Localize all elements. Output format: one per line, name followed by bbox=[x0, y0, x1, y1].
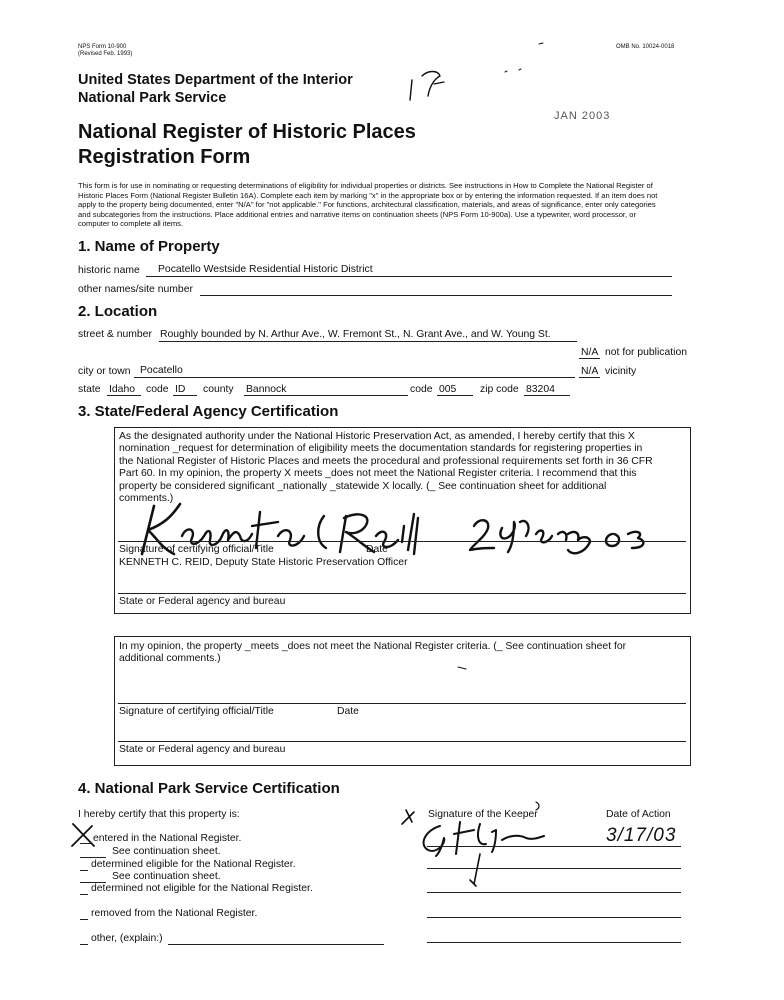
city-label: city or town bbox=[78, 366, 131, 377]
keeper-line-2[interactable] bbox=[427, 868, 681, 869]
city-value[interactable]: Pocatello bbox=[140, 365, 183, 376]
state-label: state bbox=[78, 384, 101, 395]
form-subtitle: Registration Form bbox=[78, 146, 251, 168]
signature-line-2[interactable] bbox=[118, 703, 686, 704]
official-name: KENNETH C. REID, Deputy State Historic Preservation Officer bbox=[119, 557, 408, 568]
opinion-line: In my opinion, the property _meets _does not meet the National Register criteria. (_ See continuation sheet for bbox=[119, 641, 627, 652]
vicinity-label: vicinity bbox=[605, 366, 637, 377]
zip-label: zip code bbox=[480, 384, 519, 395]
removed-label: removed from the National Register. bbox=[91, 908, 258, 919]
signature-line[interactable] bbox=[118, 541, 686, 542]
agency-line[interactable] bbox=[118, 593, 686, 594]
received-stamp: JAN 2003 bbox=[554, 110, 611, 122]
agency-bureau-label: State or Federal agency and bureau bbox=[119, 596, 286, 607]
date-of-action-label: Date of Action bbox=[606, 809, 671, 820]
county-label: county bbox=[203, 384, 234, 395]
cert-line: As the designated authority under the National Historic Preservation Act, as amended, I hereby certify that this X bbox=[119, 431, 635, 442]
other-names-label: other names/site number bbox=[78, 284, 193, 295]
state-code-value[interactable]: ID bbox=[173, 384, 197, 396]
handwritten-initials bbox=[404, 66, 454, 106]
signature-label-2: Signature of certifying official/Title bbox=[119, 706, 274, 717]
stray-marks bbox=[495, 40, 555, 80]
not-eligible-blank[interactable] bbox=[80, 894, 88, 895]
vicinity-na[interactable]: N/A bbox=[581, 366, 599, 377]
agency-name: United States Department of the Interior bbox=[78, 72, 353, 88]
form-revision: (Revised Feb. 1993) bbox=[78, 51, 133, 57]
county-code-value[interactable]: 005 bbox=[437, 384, 473, 396]
cert-line: nomination _request for determination of eligibility meets the documentation standards for registering properties in bbox=[119, 443, 643, 455]
eligible-label: determined eligible for the National Register. bbox=[91, 859, 296, 870]
omb-number: OMB No. 10024-0018 bbox=[616, 44, 675, 50]
instruction-line: and subcategories from the instructions. Place additional entries and narrative items on continuation sheets (NPS Form 10-900a). Use a typewriter, word processor, or bbox=[78, 209, 636, 219]
keeper-line-3[interactable] bbox=[427, 892, 681, 893]
form-number: NPS Form 10-900 bbox=[78, 44, 127, 50]
cert-line: the National Register of Historic Places and meets the procedural and professional requirements set forth in 36 CFR bbox=[119, 455, 653, 467]
section-1-heading: 1. Name of Property bbox=[78, 238, 220, 255]
stray-mark bbox=[456, 664, 470, 672]
eligible-continuation-label: See continuation sheet. bbox=[112, 871, 221, 882]
section-3-heading: 3. State/Federal Agency Certification bbox=[78, 403, 339, 420]
cert-line: Part 60. In my opinion, the property X meets _does not meet the National Register criteria. I recommend that this bbox=[119, 468, 637, 480]
zip-value[interactable]: 83204 bbox=[524, 384, 570, 396]
street-line bbox=[159, 341, 577, 342]
cert-line: comments.) bbox=[119, 493, 174, 504]
section-4-heading: 4. National Park Service Certification bbox=[78, 780, 340, 797]
other-names-line[interactable] bbox=[200, 295, 672, 296]
date-label-2: Date bbox=[337, 706, 359, 717]
eligible-blank[interactable] bbox=[80, 870, 88, 871]
agency-bureau-label-2: State or Federal agency and bureau bbox=[119, 744, 286, 755]
not-eligible-label: determined not eligible for the National Register. bbox=[91, 883, 313, 894]
date-label: Date bbox=[366, 544, 388, 555]
keeper-line-1[interactable] bbox=[427, 846, 681, 847]
historic-name-line bbox=[146, 276, 672, 277]
other-blank[interactable] bbox=[80, 944, 88, 945]
not-for-publication-na[interactable]: N/A bbox=[581, 347, 599, 358]
street-label: street & number bbox=[78, 329, 152, 340]
county-code-label: code bbox=[410, 384, 433, 395]
certify-statement: I hereby certify that this property is: bbox=[78, 809, 240, 820]
removed-blank[interactable] bbox=[80, 919, 88, 920]
instruction-line: Historic Places Form (National Register Bulletin 16A). Complete each item by marking "x" in the appropriate box or by entering the information requested. If an item does not bbox=[78, 190, 658, 200]
agency-line-2[interactable] bbox=[118, 741, 686, 742]
signature-label: Signature of certifying official/Title bbox=[119, 544, 274, 555]
instruction-line: This form is for use in nominating or requesting determinations of eligibility for individual properties or districts. See instructions in How to Complete the National Register of bbox=[78, 181, 653, 190]
instruction-line: apply to the property being documented, enter "N/A" for "not applicable." For functions, architectural classification, materials, and areas of significance, enter only categories bbox=[78, 200, 656, 210]
opinion-line: additional comments.) bbox=[119, 653, 221, 665]
agency-subname: National Park Service bbox=[78, 90, 227, 106]
city-line bbox=[134, 377, 575, 378]
form-title: National Register of Historic Places bbox=[78, 121, 416, 143]
entered-continuation-blank[interactable] bbox=[80, 857, 106, 858]
historic-name-value[interactable]: Pocatello Westside Residential Historic District bbox=[158, 264, 373, 275]
section-2-heading: 2. Location bbox=[78, 303, 158, 320]
cert-line: property be considered significant _nationally _statewide X locally. (_ See continuation sheet for additional bbox=[119, 480, 607, 492]
street-value[interactable]: Roughly bounded by N. Arthur Ave., W. Fremont St., N. Grant Ave., and W. Young St. bbox=[160, 329, 551, 340]
state-code-label: code bbox=[146, 384, 169, 395]
keeper-line-4[interactable] bbox=[427, 917, 681, 918]
state-value[interactable]: Idaho bbox=[107, 384, 141, 396]
instruction-line: computer to complete all items. bbox=[78, 219, 184, 229]
keeper-signature-label: Signature of the Keeper bbox=[428, 809, 538, 820]
not-for-publication-label: not for publication bbox=[605, 347, 688, 358]
other-explain-line[interactable] bbox=[168, 944, 384, 945]
other-label: other, (explain:) bbox=[91, 933, 163, 944]
entered-label: entered in the National Register. bbox=[93, 833, 242, 844]
historic-name-label: historic name bbox=[78, 265, 140, 276]
county-value[interactable]: Bannock bbox=[244, 384, 408, 396]
keeper-line-5[interactable] bbox=[427, 942, 681, 943]
date-of-action-value[interactable]: 3/17/03 bbox=[606, 825, 677, 846]
entered-continuation-label: See continuation sheet. bbox=[112, 846, 221, 857]
